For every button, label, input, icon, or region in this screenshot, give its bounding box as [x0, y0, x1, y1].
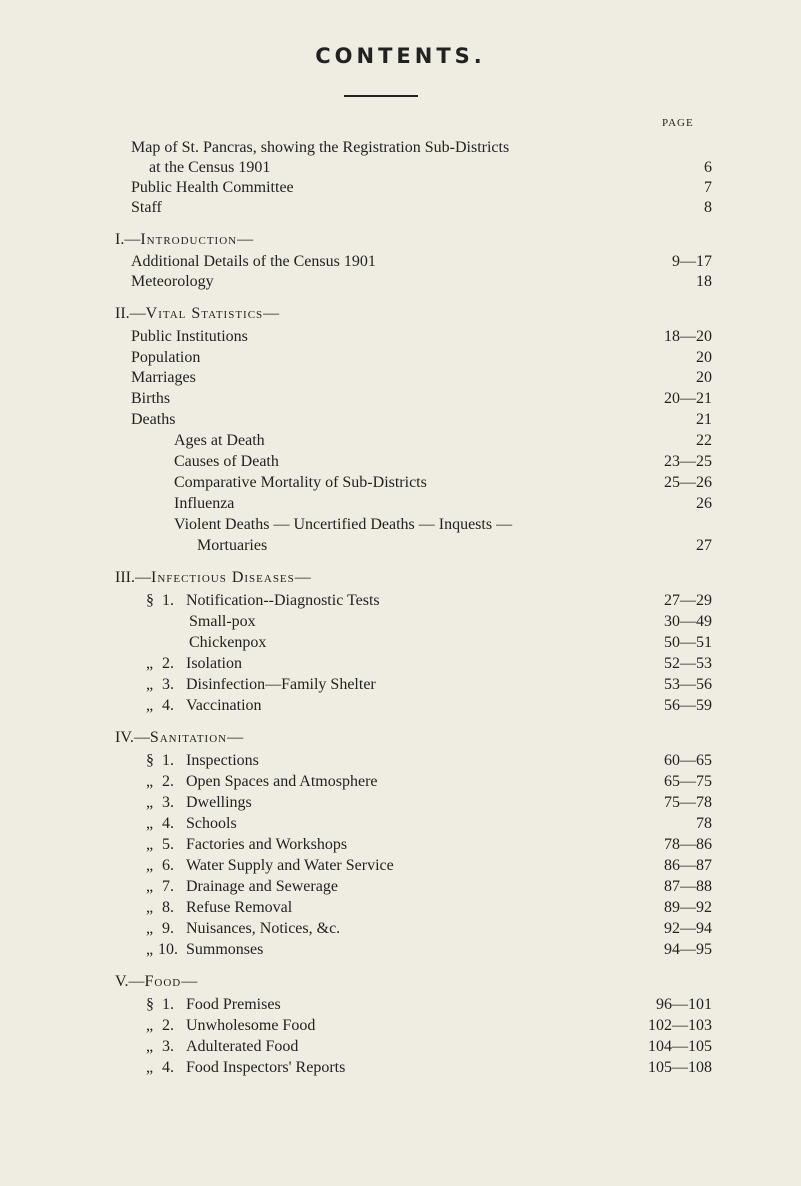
entry-page: 18 [696, 273, 712, 290]
item-number: 1. [162, 996, 174, 1013]
section-mark: „ [146, 697, 154, 714]
entry-page: 65—75 [664, 773, 712, 790]
entry-text: at the Census 1901 [149, 159, 271, 176]
entry-page: 86—87 [664, 857, 712, 874]
entry-page: 105—108 [648, 1059, 712, 1076]
section-number: V.— [115, 973, 145, 990]
section-heading [115, 304, 280, 324]
section-mark: „ [146, 941, 154, 958]
section-mark: § [146, 752, 154, 769]
entry-text: Vaccination [186, 697, 262, 714]
section-title: Infectious Diseases— [150, 569, 312, 586]
section-mark: „ [146, 794, 154, 811]
entry-page: 102—103 [648, 1017, 712, 1034]
entry-page: 6 [704, 159, 712, 176]
section-mark: § [146, 996, 154, 1013]
item-number: 8. [162, 899, 174, 916]
entry-text: Population [131, 349, 201, 366]
page-column-header: PAGE [662, 117, 694, 129]
entry-text: Dwellings [186, 794, 252, 811]
section-mark: „ [146, 878, 154, 895]
item-number: 1. [162, 592, 174, 609]
entry-text: Food Inspectors' Reports [186, 1059, 346, 1076]
section-mark: „ [146, 1017, 154, 1034]
entry-page: 8 [704, 199, 712, 216]
entry-text: Water Supply and Water Service [186, 857, 394, 874]
item-number: 2. [162, 655, 174, 672]
entry-text: Adulterated Food [186, 1038, 299, 1055]
entry-page: 27—29 [664, 592, 712, 609]
item-number: 1. [162, 752, 174, 769]
section-number: IV.— [115, 729, 150, 746]
entry-text: Unwholesome Food [186, 1017, 316, 1034]
entry-text: Public Health Committee [131, 179, 294, 196]
section-mark: „ [146, 857, 154, 874]
section-title: Food— [144, 973, 199, 990]
entry-text: Births [131, 390, 171, 407]
entry-page: 78 [696, 815, 712, 832]
item-number: 4. [162, 1059, 174, 1076]
section-heading [115, 728, 244, 748]
entry-page: 87—88 [664, 878, 712, 895]
section-number: III.— [115, 569, 151, 586]
entry-text: Refuse Removal [186, 899, 293, 916]
entry-text: Summonses [186, 941, 264, 958]
entry-text: Notification--Diagnostic Tests [186, 592, 380, 609]
entry-page: 20—21 [664, 390, 712, 407]
entry-text: Chickenpox [189, 634, 267, 651]
entry-text: Map of St. Pancras, showing the Registration Sub-Districts [131, 139, 510, 156]
section-title: Sanitation— [149, 729, 245, 746]
entry-text: Public Institutions [131, 328, 248, 345]
item-number: 6. [162, 857, 174, 874]
entry-page: 94—95 [664, 941, 712, 958]
item-number: 2. [162, 773, 174, 790]
item-number: 9. [162, 920, 174, 937]
item-number: 2. [162, 1017, 174, 1034]
section-title: Vital Statistics— [145, 305, 281, 322]
section-mark: „ [146, 655, 154, 672]
page-title: CONTENTS. [315, 44, 486, 68]
entry-text: Small-pox [189, 613, 256, 630]
entry-text: Mortuaries [197, 537, 268, 554]
item-number: 3. [162, 676, 174, 693]
item-number: 5. [162, 836, 174, 853]
entry-page: 25—26 [664, 474, 712, 491]
entry-text: Disinfection—Family Shelter [186, 676, 376, 693]
section-mark: „ [146, 920, 154, 937]
section-title: Introduction— [140, 231, 255, 248]
title-rule [344, 95, 418, 97]
entry-page: 50—51 [664, 634, 712, 651]
entry-page: 92—94 [664, 920, 712, 937]
entry-text: Food Premises [186, 996, 281, 1013]
entry-page: 52—53 [664, 655, 712, 672]
item-number: 3. [162, 794, 174, 811]
entry-page: 60—65 [664, 752, 712, 769]
entry-text: Causes of Death [174, 453, 279, 470]
section-mark: „ [146, 1059, 154, 1076]
entry-page: 96—101 [656, 996, 712, 1013]
section-number: I.— [115, 231, 141, 248]
item-number: 4. [162, 815, 174, 832]
item-number: 3. [162, 1038, 174, 1055]
entry-page: 30—49 [664, 613, 712, 630]
entry-page: 21 [696, 411, 712, 428]
section-mark: „ [146, 1038, 154, 1055]
entry-page: 53—56 [664, 676, 712, 693]
section-number: II.— [115, 305, 146, 322]
entry-page: 18—20 [664, 328, 712, 345]
entry-page: 56—59 [664, 697, 712, 714]
section-mark: „ [146, 815, 154, 832]
entry-text: Isolation [186, 655, 242, 672]
entry-text: Nuisances, Notices, &c. [186, 920, 341, 937]
section-mark: „ [146, 676, 154, 693]
entry-page: 26 [696, 495, 712, 512]
entry-page: 7 [704, 179, 712, 196]
entry-text: Schools [186, 815, 237, 832]
section-heading [115, 972, 198, 992]
item-number: 4. [162, 697, 174, 714]
entry-page: 9—17 [672, 253, 712, 270]
entry-page: 89—92 [664, 899, 712, 916]
entry-text: Open Spaces and Atmosphere [186, 773, 378, 790]
entry-page: 22 [696, 432, 712, 449]
entry-text: Drainage and Sewerage [186, 878, 338, 895]
entry-text: Deaths [131, 411, 176, 428]
entry-page: 20 [696, 349, 712, 366]
item-number: 10. [158, 941, 178, 958]
section-heading [115, 230, 254, 250]
entry-page: 78—86 [664, 836, 712, 853]
entry-text: Marriages [131, 369, 196, 386]
entry-text: Ages at Death [174, 432, 265, 449]
section-mark: „ [146, 773, 154, 790]
item-number: 7. [162, 878, 174, 895]
entry-page: 27 [696, 537, 712, 554]
entry-text: Factories and Workshops [186, 836, 348, 853]
entry-text: Meteorology [131, 273, 214, 290]
entry-text: Comparative Mortality of Sub-Districts [174, 474, 427, 491]
section-heading [115, 568, 312, 588]
entry-page: 23—25 [664, 453, 712, 470]
entry-page: 104—105 [648, 1038, 712, 1055]
entry-text: Staff [131, 199, 162, 216]
entry-text: Violent Deaths — Uncertified Deaths — Inquests — [174, 516, 513, 533]
entry-page: 20 [696, 369, 712, 386]
section-mark: „ [146, 836, 154, 853]
entry-page: 75—78 [664, 794, 712, 811]
entry-text: Inspections [186, 752, 259, 769]
section-mark: § [146, 592, 154, 609]
entry-text: Additional Details of the Census 1901 [131, 253, 376, 270]
entry-text: Influenza [174, 495, 235, 512]
section-mark: „ [146, 899, 154, 916]
